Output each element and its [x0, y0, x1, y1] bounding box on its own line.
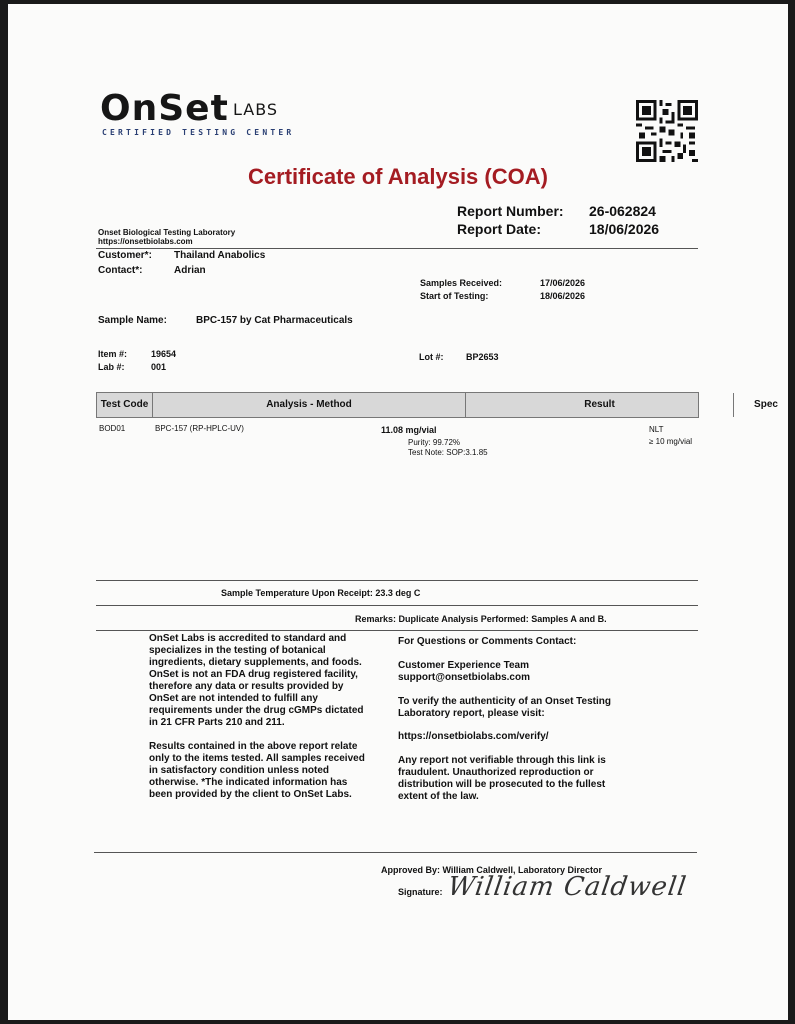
row-test-code: BOD01: [99, 424, 126, 433]
lab-url: https://onsetbiolabs.com: [98, 237, 193, 246]
item-label: Item #:: [98, 349, 128, 359]
customer-label: Customer*:: [98, 250, 152, 261]
header-analysis-method: Analysis - Method: [153, 393, 466, 417]
report-date: 18/06/2026: [589, 221, 660, 237]
logo-tagline: CERTIFIED TESTING CENTER: [102, 128, 295, 137]
certificate-page: [8, 4, 788, 1020]
divider: [96, 605, 698, 606]
page-title: Certificate of Analysis (COA): [248, 164, 548, 189]
start-testing-value: 18/06/2026: [540, 291, 586, 301]
row-spec-value: ≥ 10 mg/vial: [649, 437, 693, 446]
results-table-header: [96, 392, 778, 418]
fraud-warning: Any report not verifiable through this link is fraudulent. Unauthorized reproduction or distribution will be prosecuted to the fullest extent of the law.: [398, 755, 606, 802]
item-value: 19654: [151, 349, 177, 359]
sample-name-value: BPC-157 by Cat Pharmaceuticals: [196, 315, 353, 326]
samples-received-value: 17/06/2026: [540, 278, 586, 288]
signature-label: Signature:: [398, 887, 443, 897]
customer-value: Thailand Anabolics: [174, 250, 266, 261]
header-test-code: Test Code: [97, 393, 153, 417]
row-spec-nlt: NLT: [649, 425, 664, 434]
verify-url: https://onsetbiolabs.com/verify/: [398, 731, 549, 742]
logo-suffix: LABS: [233, 100, 279, 119]
row-result: 11.08 mg/vial: [381, 425, 437, 435]
report-date-label: Report Date:: [457, 221, 542, 237]
header-spec: Spec: [754, 399, 778, 410]
samples-received-label: Samples Received:: [420, 278, 503, 288]
sample-temperature: Sample Temperature Upon Receipt: 23.3 deg C: [221, 588, 421, 598]
divider: [96, 248, 698, 249]
accreditation-text: OnSet Labs is accredited to standard and specializes in the testing of botanical ingredients, dietary supplements, and foods. OnSet is not an FDA drug registered facility, therefore any data or results provided by OnSet are not intended to fulfill any requirements under the drug cGMPs dictated in 21 CFR Parts 210 and 211.: [149, 633, 364, 728]
divider: [96, 630, 698, 631]
start-testing-label: Start of Testing:: [420, 291, 489, 301]
lab-number-label: Lab #:: [98, 362, 125, 372]
lot-label: Lot #:: [419, 352, 444, 362]
divider: [96, 580, 698, 581]
lab-name: Onset Biological Testing Laboratory: [98, 228, 236, 237]
contact-value: Adrian: [174, 265, 206, 276]
divider: [94, 852, 697, 853]
report-number-label: Report Number:: [457, 203, 564, 219]
contact-label: Contact*:: [98, 265, 143, 276]
row-purity: Purity: 99.72%: [408, 438, 461, 447]
signature: William Caldwell: [445, 872, 689, 902]
row-test-note: Test Note: SOP:3.1.85: [408, 448, 488, 457]
contact-heading: For Questions or Comments Contact:: [398, 636, 577, 647]
logo-name: OnSet: [100, 88, 229, 129]
contact-team: Customer Experience Team: [398, 660, 529, 671]
results-disclaimer-text: Results contained in the above report relate only to the items tested. All samples received in satisfactory condition unless noted otherwise. *The indicated information has been provided by the client to OnSet Labs.: [149, 741, 365, 800]
contact-email: support@onsetbiolabs.com: [398, 672, 530, 683]
verify-text: To verify the authenticity of an Onset Testing Laboratory report, please visit:: [398, 696, 611, 719]
row-method: BPC-157 (RP-HPLC-UV): [155, 424, 244, 433]
qr-code-icon: [636, 100, 698, 162]
header-result: Result: [466, 393, 734, 417]
sample-name-label: Sample Name:: [98, 315, 167, 326]
remarks: Remarks: Duplicate Analysis Performed: Samples A and B.: [355, 614, 607, 624]
approved-by: Approved By: William Caldwell, Laboratory Director: [381, 865, 602, 875]
lab-number-value: 001: [151, 362, 167, 372]
lot-value: BP2653: [466, 352, 499, 362]
report-number: 26-062824: [589, 203, 656, 219]
